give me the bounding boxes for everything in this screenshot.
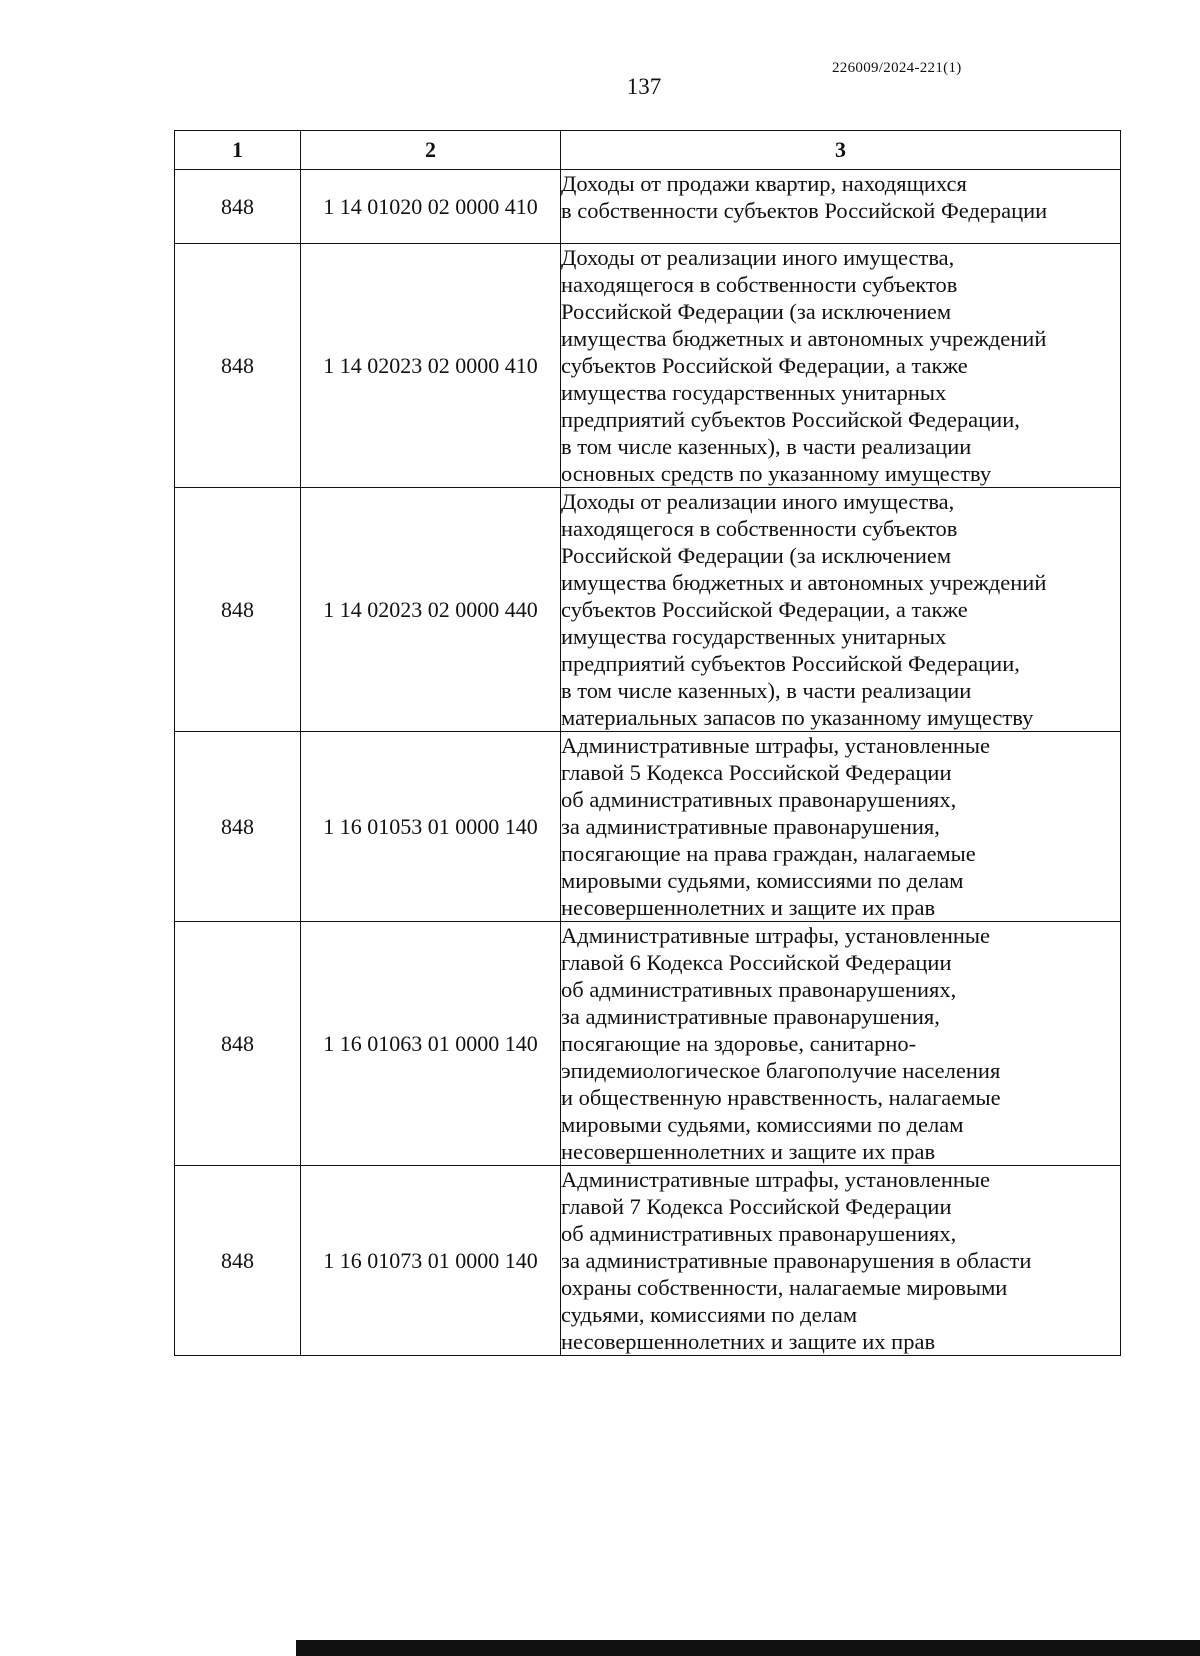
description-cell: Доходы от реализации иного имущества, находящегося в собственности субъектов Российской Федерации (за исключением имущества бюджетных и автономных учреждений субъектов Российской Федерации, а также имущества государственных унитарных предприятий субъектов Российской Федерации, в том числе казенных), в части реализации основных средств по указанному имуществу — [561, 244, 1121, 488]
table-row — [175, 170, 1121, 244]
agency-code-cell: 848 — [175, 170, 301, 244]
description-cell: Административные штрафы, установленные главой 6 Кодекса Российской Федерации об административных правонарушениях, за административные правонарушения, посягающие на здоровье, санитарно- эпидемиологическое благополучие населения и общественную нравственность, налагаемые мировыми судьями, комиссиями по делам несовершеннолетних и защите их прав — [561, 922, 1121, 1166]
agency-code-cell: 848 — [175, 244, 301, 488]
description-cell: Доходы от продажи квартир, находящихся в собственности субъектов Российской Федерации — [561, 170, 1121, 244]
scan-edge-bar — [296, 1640, 1200, 1656]
column-header-1: 1 — [175, 131, 301, 170]
agency-code-cell: 848 — [175, 488, 301, 732]
description-cell: Доходы от реализации иного имущества, находящегося в собственности субъектов Российской Федерации (за исключением имущества бюджетных и автономных учреждений субъектов Российской Федерации, а также имущества государственных унитарных предприятий субъектов Российской Федерации, в том числе казенных), в части реализации материальных запасов по указанному имуществу — [561, 488, 1121, 732]
agency-code-cell: 848 — [175, 1166, 301, 1356]
revenue-code-cell: 1 14 02023 02 0000 410 — [301, 244, 561, 488]
agency-code-cell: 848 — [175, 732, 301, 922]
page-number: 137 — [626, 74, 662, 99]
table-row — [175, 1166, 1121, 1356]
revenue-code-cell: 1 16 01073 01 0000 140 — [301, 1166, 561, 1356]
table-row — [175, 488, 1121, 732]
revenue-code-cell: 1 16 01063 01 0000 140 — [301, 922, 561, 1166]
revenue-code-cell: 1 16 01053 01 0000 140 — [301, 732, 561, 922]
column-header-2: 2 — [301, 131, 561, 170]
revenue-code-cell: 1 14 01020 02 0000 410 — [301, 170, 561, 244]
table-row — [175, 922, 1121, 1166]
table-header-row — [175, 131, 1121, 170]
description-cell: Административные штрафы, установленные главой 5 Кодекса Российской Федерации об административных правонарушениях, за административные правонарушения, посягающие на права граждан, налагаемые мировыми судьями, комиссиями по делам несовершеннолетних и защите их прав — [561, 732, 1121, 922]
agency-code-cell: 848 — [175, 922, 301, 1166]
description-cell: Административные штрафы, установленные главой 7 Кодекса Российской Федерации об административных правонарушениях, за административные правонарушения в области охраны собственности, налагаемые мировыми судьями, комиссиями по делам несовершеннолетних и защите их прав — [561, 1166, 1121, 1356]
column-header-3: 3 — [561, 131, 1121, 170]
table-row — [175, 244, 1121, 488]
document-registration-number: 226009/2024-221(1) — [832, 60, 962, 76]
revenue-codes-table — [174, 130, 1121, 1356]
table-row — [175, 732, 1121, 922]
revenue-code-cell: 1 14 02023 02 0000 440 — [301, 488, 561, 732]
